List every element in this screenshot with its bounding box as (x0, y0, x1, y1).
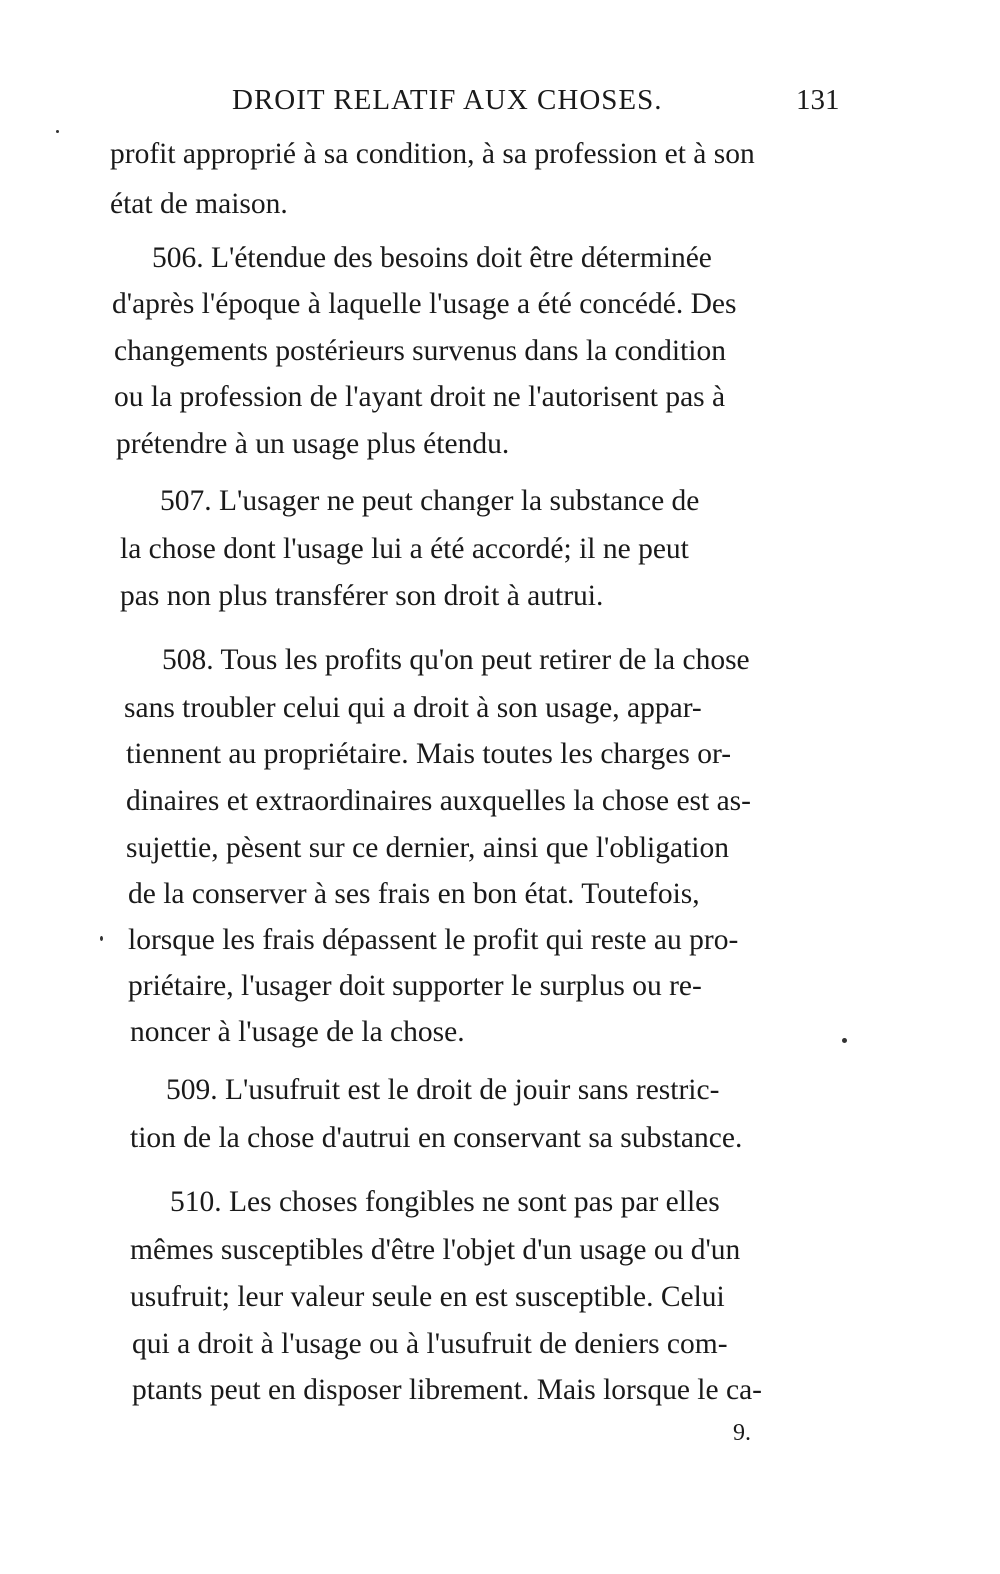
signature-mark: 9. (733, 1420, 751, 1446)
text-line: usufruit; leur valeur seule en est susceptible. Celui (130, 1281, 725, 1313)
text-line: sujettie, pèsent sur ce dernier, ainsi que l'obligation (126, 832, 729, 864)
text-line: noncer à l'usage de la chose. (130, 1016, 465, 1048)
paragraph-507-start: 507. L'usager ne peut changer la substance de (160, 485, 700, 517)
text-line: tiennent au propriétaire. Mais toutes les charges or- (126, 738, 732, 770)
text-line: profit approprié à sa condition, à sa profession et à son (110, 138, 755, 170)
text-line: d'après l'époque à laquelle l'usage a été concédé. Des (112, 288, 737, 320)
text-line: la chose dont l'usage lui a été accordé; il ne peut (120, 533, 689, 565)
text-line: lorsque les frais dépassent le profit qui reste au pro- (128, 924, 739, 956)
text-line: de la conserver à ses frais en bon état. Toutefois, (128, 878, 700, 910)
text-line: priétaire, l'usager doit supporter le surplus ou re- (128, 970, 702, 1002)
text-line: dinaires et extraordinaires auxquelles la chose est as- (126, 785, 751, 817)
text-line: prétendre à un usage plus étendu. (116, 428, 510, 460)
paragraph-506-start: 506. L'étendue des besoins doit être déterminée (152, 242, 712, 274)
text-line: changements postérieurs survenus dans la condition (114, 335, 726, 367)
text-line: tion de la chose d'autrui en conservant sa substance. (130, 1122, 743, 1154)
text-line: qui a droit à l'usage ou à l'usufruit de deniers com- (132, 1328, 728, 1360)
paragraph-508-start: 508. Tous les profits qu'on peut retirer de la chose (162, 644, 750, 676)
text-line: ptants peut en disposer librement. Mais lorsque le ca- (132, 1374, 762, 1406)
ink-speck (100, 936, 103, 941)
text-line: sans troubler celui qui a droit à son usage, appar- (124, 692, 702, 724)
running-title: DROIT RELATIF AUX CHOSES. (232, 84, 663, 116)
page-number: 131 (796, 84, 840, 116)
paragraph-510-start: 510. Les choses fongibles ne sont pas par elles (170, 1186, 720, 1218)
ink-speck (842, 1038, 847, 1043)
text-line: état de maison. (110, 188, 288, 220)
paragraph-509-start: 509. L'usufruit est le droit de jouir sans restric- (166, 1074, 720, 1106)
text-line: mêmes susceptibles d'être l'objet d'un usage ou d'un (130, 1234, 741, 1266)
text-line: pas non plus transférer son droit à autrui. (120, 580, 604, 612)
text-line: ou la profession de l'ayant droit ne l'autorisent pas à (114, 381, 726, 413)
ink-speck (56, 130, 59, 133)
